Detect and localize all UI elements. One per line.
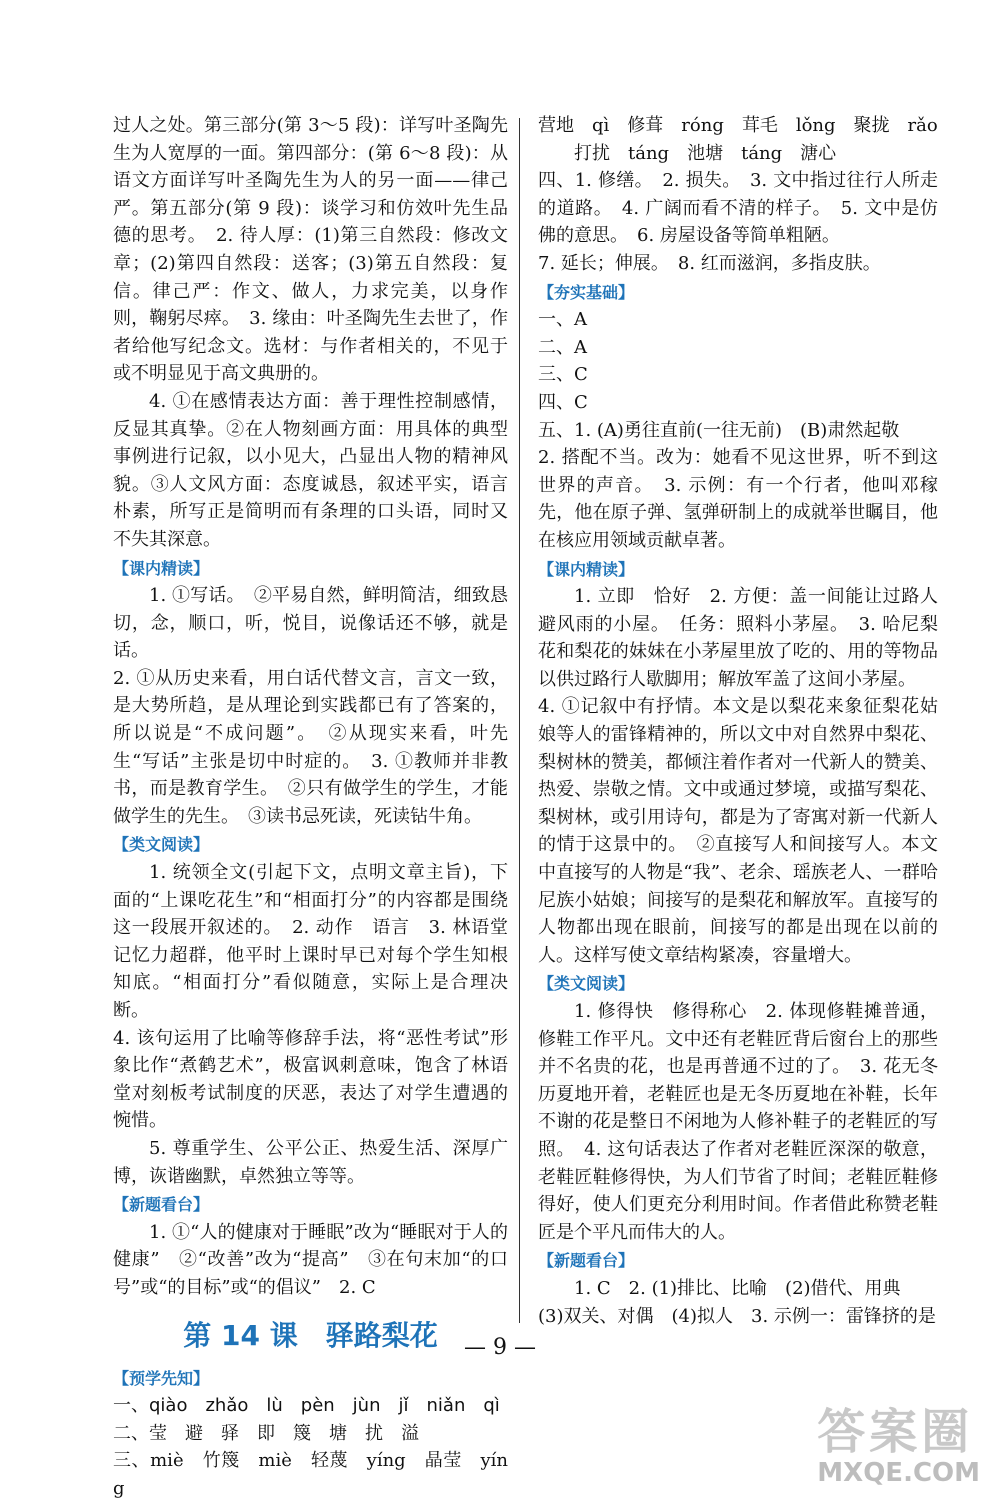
paragraph: 2. ①从历史来看，用白话代替文言，言文一致，是大势所趋，是从理论到实践都已有了答案的，所以说是“不成问题”。 ②从现实来看，叶先生“写话”主张是切中时症的。 3. ①教师并非教书，而是教育学生。 ②只有做学生的学生，才能做学生的先生。 ③读书忌死读，死读钻牛角。: [113, 667, 508, 827]
answer-line: 二、莹 避 驿 即 篾 塘 扰 溢: [113, 1422, 419, 1444]
paragraph: 4. 该句运用了比喻等修辞手法，将“恶性考试”形象比作“煮鹤艺术”，极富讽刺意味，饱含了林语堂对刻板考试制度的厌恶，表达了对学生遭遇的惋惜。: [113, 1027, 508, 1132]
answer-line: 三、C: [538, 364, 588, 386]
section-tag-kenei: 【课内精读】: [113, 558, 210, 578]
answer-line: 五、1. (A)勇往直前(一往无前) (B)肃然起敬: [538, 419, 900, 441]
pinyin-line: 打扰 táng 池塘 táng 溏心: [574, 142, 837, 164]
watermark-text: 答案圈: [817, 1404, 974, 1460]
section-tag-leiwen: 【类文阅读】: [538, 974, 635, 994]
page-number: — 9 —: [464, 1335, 536, 1360]
answer-line: 四、C: [538, 391, 588, 413]
watermark-logo: [817, 1404, 980, 1488]
paragraph: 4. ①在感情表达方面：善于理性控制感情，反显其真挚。②在人物刻画方面：用具体的典型事例进行记叙，以小见大，凸显出人物的精神风貌。③人文风方面：态度诚恳，叙述平实，语言朴素，所写正是简明而有条理的口头语，同时又不失其深意。: [113, 390, 508, 550]
paragraph: 5. 尊重学生、公平公正、热爱生活、深厚广博，诙谐幽默，卓然独立等等。: [113, 1137, 508, 1187]
pinyin-line: 营地 qì 修葺 róng 茸毛 lǒng 聚拢 rǎo: [538, 115, 938, 136]
paragraph: 1. 统领全文(引起下文，点明文章主旨)，下面的“上课吃花生”和“相面打分”的内容都是围绕这一段展开叙述的。 2. 动作 语言 3. 林语堂记忆力超群，他平时上课时早已对每个学生知根知底。“相面打分”看似随意，实际上是合理决断。: [113, 862, 508, 1021]
section-tag-xinti: 【新题看台】: [538, 1251, 635, 1271]
paragraph: 1. ①写话。 ②平易自然，鲜明简洁，细致恳切，念，顺口，听，悦目，说像话还不够，就是话。: [113, 585, 508, 662]
watermark-url: MXQE.COM: [817, 1458, 980, 1488]
lesson-title: 第 14 课 驿路梨花: [183, 1318, 438, 1352]
paragraph: 2. 搭配不当。改为：她看不见这世界，听不到这世界的声音。 3. 示例：有一个行者，他叫邓稼先，他在原子弹、氢弹研制上的成就举世瞩目，他在核应用领域贡献卓著。: [538, 447, 938, 551]
section-tag-hangshi: 【夯实基础】: [538, 282, 635, 302]
paragraph: (3)双关、对偶 (4)拟人 3. 示例一：雷锋挤的是: [538, 1305, 936, 1327]
section-tag-kenei: 【课内精读】: [538, 559, 635, 579]
right-column: [538, 112, 938, 1330]
answer-line: 一、A: [538, 309, 587, 331]
paragraph: 四、1. 修缮。 2. 损失。 3. 文中指过往行人所走的道路。 4. 广阔而看不清的样子。 5. 文中是仿佛的意思。 6. 房屋设备等简单粗陋。: [538, 170, 938, 247]
left-column: [113, 112, 508, 1503]
paragraph: 4. ①记叙中有抒情。本文是以梨花来象征梨花姑娘等人的雷锋精神的，所以文中对自然界中梨花、梨树林的赞美，都倾注着作者对一代新人的赞美、热爱、崇敬之情。文中或通过梦境，或描写梨花、梨树林，或引用诗句，都是为了寄寓对新一代新人的情于这景中的。 ②直接写人和间接写人。本文中直接写的人物是“我”、老余、瑶族老人、一群哈尼族小姑娘；间接写的是梨花和解放军。直接写的人物都出现在眼前，间接写的都是出现在以前的人。这样写使文章结构紧凑，容量增大。: [538, 696, 938, 966]
pinyin-line: 三、miè 竹篾 miè 轻蔑 yíng 晶莹 yíng: [113, 1450, 508, 1499]
section-tag-yuxue: 【预学先知】: [113, 1368, 210, 1388]
section-tag-xinti: 【新题看台】: [113, 1195, 210, 1215]
paragraph: 1. C 2. (1)排比、比喻 (2)借代、用典: [574, 1277, 901, 1299]
paragraph: 过人之处。第三部分(第 3～5 段)：详写叶圣陶先生为人宽厚的一面。第四部分：(第 6～8 段)：从语文方面详写叶圣陶先生为人的另一面——律己严。第五部分(第 9 段)：谈学习和仿效叶先生品德的思考。 2. 待人厚：(1)第三自然段：修改文章；(2)第四自然段：送客；(3)第五自然段：复信。律己严：作文、做人，力求完美，以身作则，鞠躬尽瘁。 3. 缘由：叶圣陶先生去世了，作者给他写纪念文。选材：与作者相关的，不见于或不明显见于高文典册的。: [113, 115, 508, 385]
section-tag-leiwen: 【类文阅读】: [113, 835, 210, 855]
paragraph: 7. 延长；伸展。 8. 红而滋润，多指皮肤。: [538, 252, 881, 274]
column-divider: [519, 118, 520, 1323]
pinyin-line: 一、qiào zhǎo lù pèn jùn jǐ niǎn qì: [113, 1395, 500, 1417]
paragraph: 1. 修得快 修得称心 2. 体现修鞋摊普通，修鞋工作平凡。文中还有老鞋匠背后窗台上的那些并不名贵的花，也是再普通不过的了。 3. 花无冬历夏地开着，老鞋匠也是无冬历夏地在补鞋，长年不谢的花是整日不闲地为人修补鞋子的老鞋匠的写照。 4. 这句话表达了作者对老鞋匠深深的敬意，老鞋匠鞋修得快，为人们节省了时间；老鞋匠鞋修得好，使人们更充分利用时间。作者借此称赞老鞋匠是个平凡而伟大的人。: [538, 1001, 938, 1243]
answer-line: 二、A: [538, 336, 587, 358]
paragraph: 1. ①“人的健康对于睡眠”改为“睡眠对于人的健康” ②“改善”改为“提高” ③在句末加“的口号”或“的目标”或“的倡议” 2. C: [113, 1221, 508, 1298]
paragraph: 1. 立即 恰好 2. 方便：盖一间能让过路人避风雨的小屋。 任务：照料小茅屋。 3. 哈尼梨花和梨花的妹妹在小茅屋里放了吃的、用的等物品以供过路行人歇脚用；解放军盖了这间小茅屋。: [538, 586, 938, 690]
